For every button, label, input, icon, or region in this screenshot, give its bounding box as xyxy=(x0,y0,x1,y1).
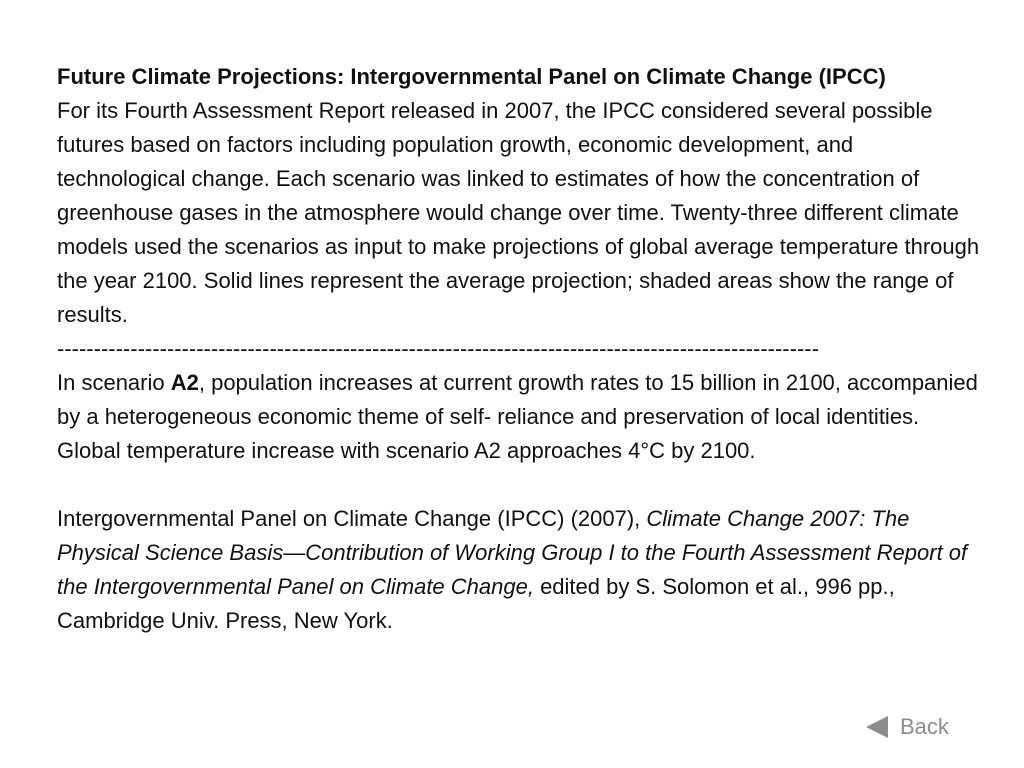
back-label: Back xyxy=(900,714,949,739)
back-button[interactable] xyxy=(866,714,949,740)
scenario-name: A2 xyxy=(170,370,199,395)
citation-work-title: Climate Change 2007: The Physical Science Basis—Contribution of Working Group I to the Fourth Assessment Report of the Intergovernmental Panel on Climate Change, xyxy=(57,506,968,599)
citation-authors: Intergovernmental Panel on Climate Change (IPCC) (2007), xyxy=(57,506,647,531)
intro-paragraph: For its Fourth Assessment Report released in 2007, the IPCC considered several possible futures based on factors including population growth, economic development, and technological change. Each scenario was linked to estimates of how the concentration of greenhouse gases in the atmosphere would change over time. Twenty-three different climate models used the scenarios as input to make projections of global average temperature through the year 2100. Solid lines represent the average projection; shaded areas show the range of results. xyxy=(57,98,980,327)
document-title: Future Climate Projections: Intergovernmental Panel on Climate Change (IPCC) xyxy=(57,64,886,89)
divider-line: -------------------------------------------------------------------------------------------------------- xyxy=(57,336,819,361)
scenario-description: , population increases at current growth rates to 15 billion in 2100, accompanied by a heterogeneous economic theme of self- reliance and preservation of local identities. Global temperature increase with scenario A2 approaches 4°C by 2100. xyxy=(57,370,978,463)
citation-details: edited by S. Solomon et al., 996 pp., Cambridge Univ. Press, New York. xyxy=(57,574,895,633)
spacer xyxy=(57,468,982,502)
scenario-prefix: In scenario xyxy=(57,370,171,395)
left-triangle-icon xyxy=(866,716,888,738)
document-body xyxy=(57,60,982,638)
citation-paragraph xyxy=(57,502,982,638)
scenario-paragraph xyxy=(57,366,982,468)
